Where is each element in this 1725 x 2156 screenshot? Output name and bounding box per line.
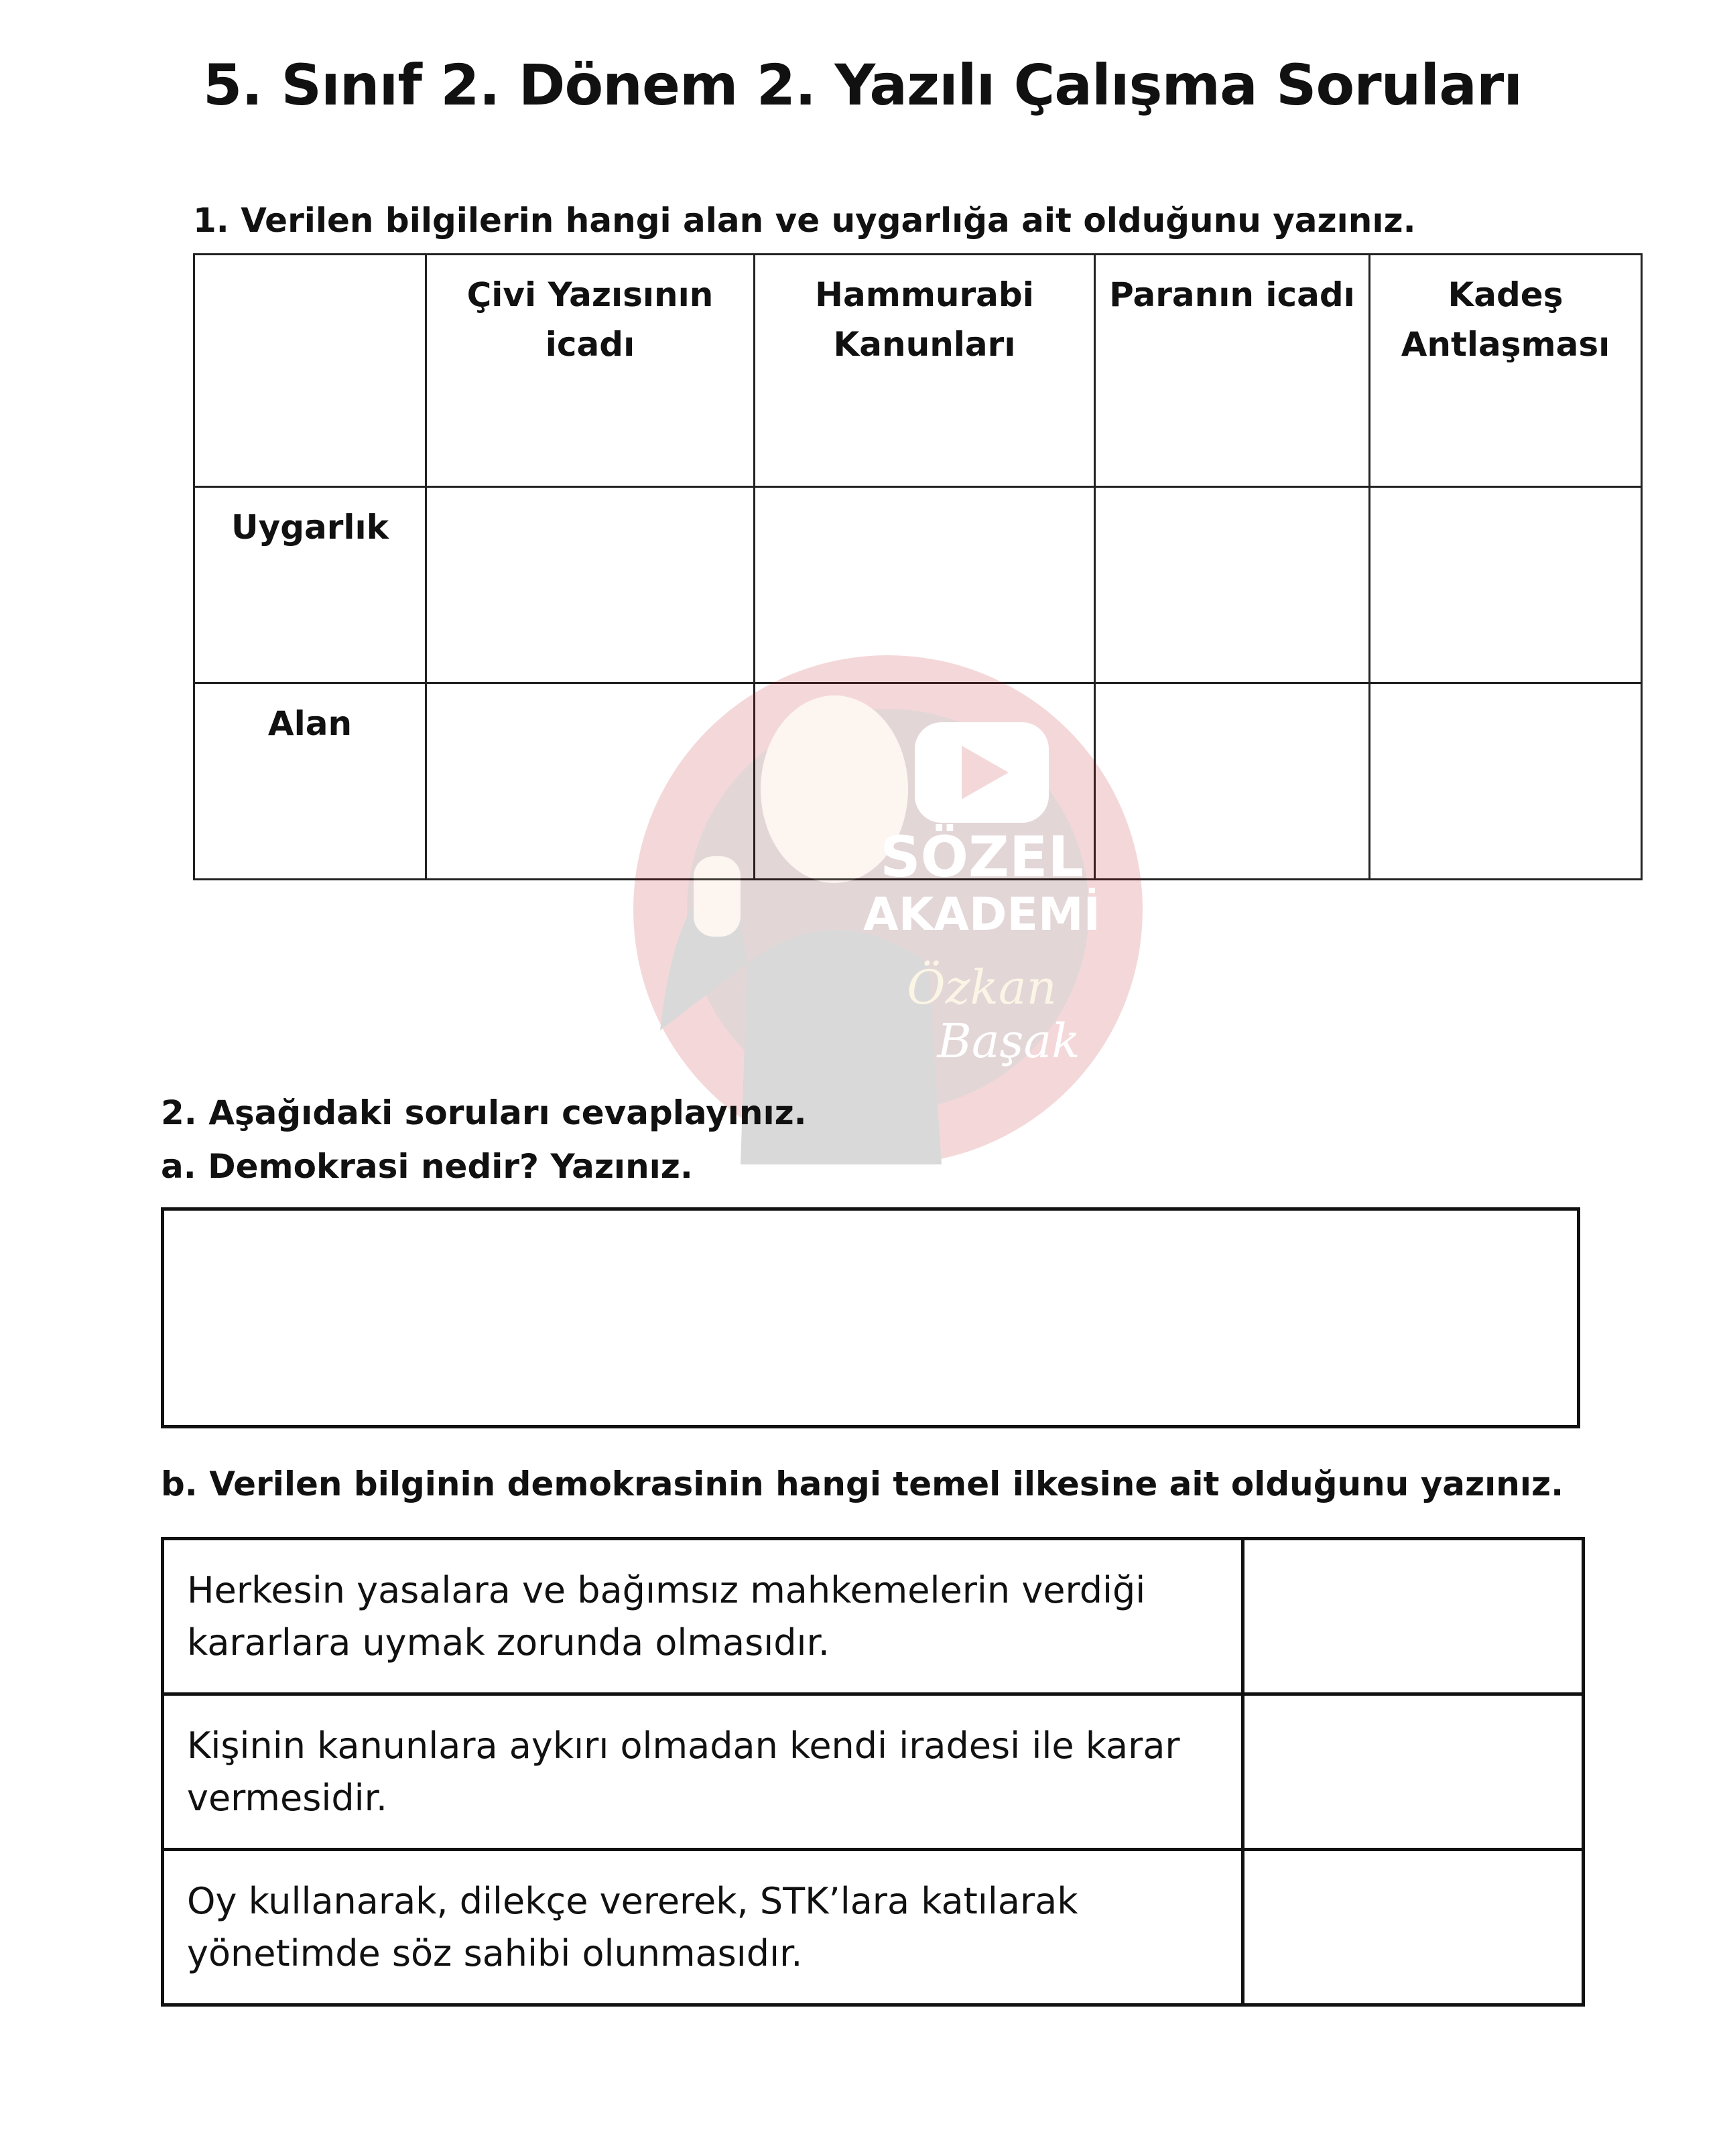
- page-title: 5. Sınıf 2. Dönem 2. Yazılı Çalışma Soruları: [202, 52, 1523, 118]
- table-row: [194, 683, 1642, 880]
- answer-cell[interactable]: [426, 683, 755, 880]
- answer-cell[interactable]: [755, 487, 1095, 683]
- answer-cell[interactable]: [755, 683, 1095, 880]
- row-header: Uygarlık: [194, 487, 426, 683]
- answer-cell[interactable]: [1095, 487, 1370, 683]
- table-row: [163, 1850, 1584, 2005]
- question-1-heading: 1. Verilen bilgilerin hangi alan ve uygarlığa ait olduğunu yazınız.: [193, 201, 1416, 240]
- watermark-signature: Özkan: [907, 960, 1057, 1015]
- answer-cell[interactable]: [1370, 683, 1642, 880]
- table-header-row: [194, 255, 1642, 487]
- statement-cell: Kişinin kanunlara aykırı olmadan kendi iradesi ile karar vermesidir.: [163, 1694, 1243, 1850]
- table-row: [163, 1539, 1584, 1694]
- watermark-text: SÖZEL: [880, 824, 1084, 890]
- question-2-heading: 2. Aşağıdaki soruları cevaplayınız.: [161, 1093, 807, 1132]
- watermark-signature: Başak: [937, 1014, 1080, 1069]
- question-2a-heading: a. Demokrasi nedir? Yazınız.: [161, 1147, 693, 1186]
- answer-cell[interactable]: [1243, 1850, 1584, 2005]
- answer-cell[interactable]: [1243, 1694, 1584, 1850]
- question-2b-heading: b. Verilen bilginin demokrasinin hangi temel ilkesine ait olduğunu yazınız.: [161, 1465, 1564, 1503]
- answer-cell[interactable]: [1095, 683, 1370, 880]
- answer-cell[interactable]: [1243, 1539, 1584, 1694]
- answer-cell[interactable]: [1370, 487, 1642, 683]
- watermark-text: AKADEMİ: [863, 888, 1100, 941]
- statement-cell: Oy kullanarak, dilekçe vererek, STK’lara katılarak yönetimde söz sahibi olunmasıdır.: [163, 1850, 1243, 2005]
- column-header: Hammurabi Kanunları: [755, 255, 1095, 487]
- answer-cell[interactable]: [426, 487, 755, 683]
- row-header: Alan: [194, 683, 426, 880]
- answer-box[interactable]: [161, 1207, 1580, 1428]
- column-header: Paranın icadı: [1095, 255, 1370, 487]
- statement-cell: Herkesin yasalara ve bağımsız mahkemelerin verdiği kararlara uymak zorunda olmasıdır.: [163, 1539, 1243, 1694]
- table-row: [194, 487, 1642, 683]
- table-corner-cell: [194, 255, 426, 487]
- column-header: Çivi Yazısının icadı: [426, 255, 755, 487]
- question-1-table: [193, 253, 1643, 880]
- column-header: Kadeş Antlaşması: [1370, 255, 1642, 487]
- table-row: [163, 1694, 1584, 1850]
- question-2b-table: [161, 1537, 1585, 2007]
